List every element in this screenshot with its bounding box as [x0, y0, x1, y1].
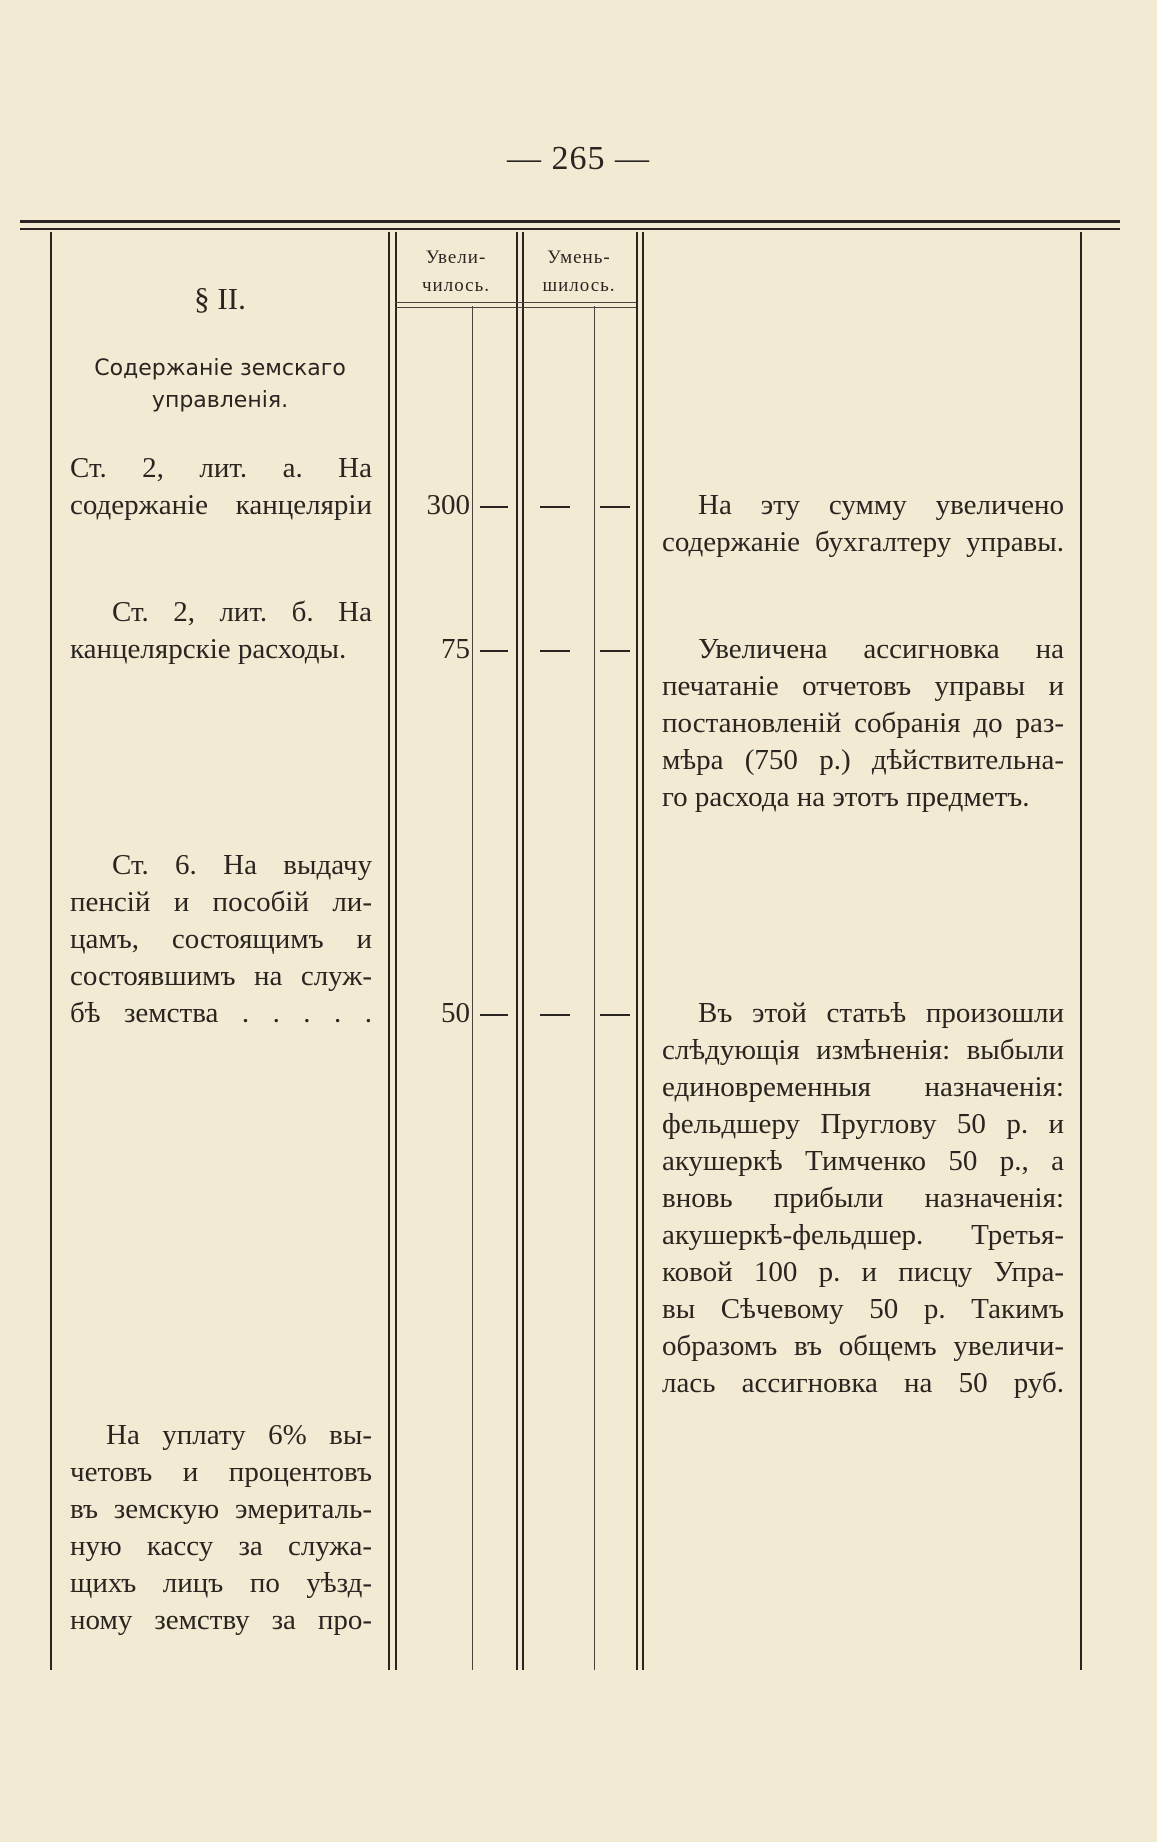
item-amount: 300 [426, 489, 470, 521]
dash [540, 650, 570, 652]
item-label: Ст. 6. На выдачу пенсій и пособій ли- цамъ, состоящимъ и состоявшимъ на служ- бѣ земства . . . . . [70, 849, 372, 1029]
item-note: На эту сумму увеличено содержаніе бухгалтеру управы. [662, 489, 1064, 558]
col-divider-1 [388, 232, 390, 1670]
top-rule-inner [20, 228, 1120, 230]
item-label: На уплату 6% вы- четовъ и процентовъ въ земскую эмериталь- ную кассу за служа- щихъ лицъ по уѣзд- ному земству за про- [70, 1419, 372, 1636]
dash [540, 1014, 570, 1016]
col-header-increased: Увели- чилось. [421, 247, 491, 296]
section-title: § II. [194, 281, 246, 316]
header-line [395, 302, 636, 303]
col-divider-rubles-kop-1 [472, 306, 473, 1670]
col-header-decreased: Умень- шилось. [542, 247, 616, 296]
col-divider-2 [516, 232, 518, 1670]
frame-left [50, 232, 52, 1670]
header-line-2 [395, 307, 636, 308]
item-amount: 50 [441, 997, 470, 1029]
item-label: Ст. 2, лит. а. На содержаніе канцеляріи [70, 452, 372, 521]
top-rule [20, 220, 1120, 223]
dash [600, 506, 630, 508]
dash [480, 650, 508, 652]
section-subtitle: Содержаніе земскаго управленія. [94, 356, 346, 413]
item-label: Ст. 2, лит. б. На канцелярскіе расходы. [70, 596, 372, 665]
dash [600, 650, 630, 652]
dash [480, 506, 508, 508]
col-divider-3 [636, 232, 638, 1670]
item-note: Въ этой статьѣ произошли слѣдующія измѣненія: выбыли единовременныя назначенія: фельдшеру Пруглову 50 р. и акушеркѣ Тимченко 50 р., а вновь прибыли назначенія: акушеркѣ-фельдшер. Третья- ковой 100 р. и писцу Упра- вы Сѣчевому 50 р. Такимъ образомъ въ общемъ увеличи- лась ассигновка на 50 руб. [662, 997, 1064, 1399]
frame-right [1080, 232, 1082, 1670]
dash [600, 1014, 630, 1016]
col-divider-rubles-kop-2 [594, 306, 595, 1670]
col-divider-2b [522, 232, 524, 1670]
dash [540, 506, 570, 508]
col-divider-1b [395, 232, 397, 1670]
page-number: — 265 — [507, 140, 650, 177]
item-amount: 75 [441, 633, 470, 665]
col-divider-3b [642, 232, 644, 1670]
dash [480, 1014, 508, 1016]
item-note: Увеличена ассигновка на печатаніе отчетовъ управы и постановленій собранія до раз- мѣра (750 р.) дѣйствительна- го расхода на этотъ предметъ. [662, 633, 1064, 813]
